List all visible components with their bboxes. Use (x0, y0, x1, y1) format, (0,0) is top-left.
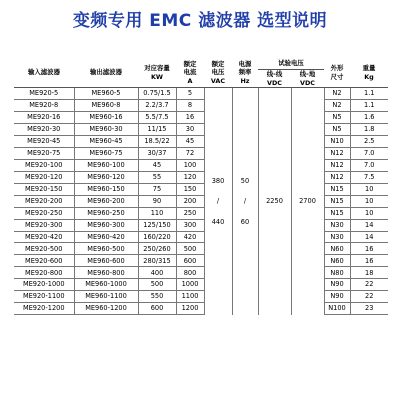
cell-output-filter: ME960-1200 (74, 303, 138, 315)
cell-capacity: 110 (138, 207, 176, 219)
cell-weight: 10 (350, 195, 388, 207)
cell-output-filter: ME960-16 (74, 112, 138, 124)
cell-capacity: 0.75/1.5 (138, 88, 176, 100)
cell-capacity: 550 (138, 291, 176, 303)
cell-input-filter: ME920-500 (14, 243, 74, 255)
cell-shape: N30 (324, 231, 350, 243)
cell-output-filter: ME960-420 (74, 231, 138, 243)
cell-output-filter: ME960-5 (74, 88, 138, 100)
cell-rated-current: 30 (176, 124, 204, 136)
cell-input-filter: ME920-300 (14, 219, 74, 231)
cell-input-filter: ME920-120 (14, 171, 74, 183)
table-row (14, 112, 388, 124)
cell-capacity: 45 (138, 159, 176, 171)
cell-rated-current: 1000 (176, 279, 204, 291)
cell-output-filter: ME960-100 (74, 159, 138, 171)
cell-rated-current: 420 (176, 231, 204, 243)
cell-shape: N12 (324, 147, 350, 159)
frequency-value-bottom: 60 (240, 217, 250, 226)
cell-output-filter: ME960-200 (74, 195, 138, 207)
merged-rated-voltage-cell (204, 88, 232, 315)
cell-shape: N60 (324, 255, 350, 267)
header-frequency (232, 58, 258, 88)
cell-weight: 16 (350, 255, 388, 267)
cell-rated-current: 100 (176, 159, 204, 171)
table-row (14, 267, 388, 279)
header-rated-current-l2: 电流 (183, 68, 197, 77)
header-frequency-unit: Hz (240, 76, 250, 85)
cell-input-filter: ME920-150 (14, 183, 74, 195)
cell-shape: N15 (324, 183, 350, 195)
header-input-filter: 输入滤波器 (14, 58, 74, 88)
header-output-filter: 输出滤波器 (74, 58, 138, 88)
cell-capacity: 250/260 (138, 243, 176, 255)
header-test-line-line (258, 70, 291, 88)
cell-capacity: 55 (138, 171, 176, 183)
cell-weight: 10 (350, 183, 388, 195)
cell-capacity: 500 (138, 279, 176, 291)
cell-weight: 1.1 (350, 88, 388, 100)
cell-input-filter: ME920-800 (14, 267, 74, 279)
cell-weight: 1.8 (350, 124, 388, 136)
cell-shape: N30 (324, 219, 350, 231)
cell-weight: 16 (350, 243, 388, 255)
cell-weight: 1.1 (350, 100, 388, 112)
header-test-voltage: 试验电压 (258, 58, 324, 70)
cell-weight: 18 (350, 267, 388, 279)
cell-input-filter: ME920-5 (14, 88, 74, 100)
table-row (14, 159, 388, 171)
cell-shape: N12 (324, 159, 350, 171)
header-rated-voltage-l2: 电压 (211, 68, 225, 77)
rated-voltage-value-mid: / (216, 197, 220, 206)
cell-weight: 10 (350, 207, 388, 219)
cell-output-filter: ME960-300 (74, 219, 138, 231)
cell-output-filter: ME960-8 (74, 100, 138, 112)
cell-input-filter: ME920-30 (14, 124, 74, 136)
page-title: 变频专用 EMC 滤波器 选型说明 (72, 11, 328, 31)
cell-output-filter: ME960-800 (74, 267, 138, 279)
header-frequency-l2: 频率 (238, 68, 252, 77)
cell-weight: 14 (350, 219, 388, 231)
cell-output-filter: ME960-45 (74, 136, 138, 148)
cell-rated-current: 1200 (176, 303, 204, 315)
cell-capacity: 90 (138, 195, 176, 207)
cell-rated-current: 8 (176, 100, 204, 112)
header-rated-current-l1: 额定 (183, 59, 197, 68)
table-row (14, 243, 388, 255)
cell-capacity: 280/315 (138, 255, 176, 267)
cell-shape: N2 (324, 88, 350, 100)
cell-rated-current: 1100 (176, 291, 204, 303)
cell-weight: 23 (350, 303, 388, 315)
table-row (14, 303, 388, 315)
cell-rated-current: 5 (176, 88, 204, 100)
table-row (14, 124, 388, 136)
header-rated-voltage (204, 58, 232, 88)
filter-spec-table (14, 58, 388, 315)
cell-shape: N60 (324, 243, 350, 255)
cell-shape: N5 (324, 112, 350, 124)
merged-frequency-cell (232, 88, 258, 315)
header-capacity-label: 对应容量 (144, 64, 170, 72)
cell-rated-current: 200 (176, 195, 204, 207)
table-row (14, 207, 388, 219)
cell-input-filter: ME920-1000 (14, 279, 74, 291)
cell-shape: N10 (324, 136, 350, 148)
cell-shape: N100 (324, 303, 350, 315)
cell-weight: 2.5 (350, 136, 388, 148)
cell-input-filter: ME920-600 (14, 255, 74, 267)
table-row (14, 219, 388, 231)
cell-weight: 7.5 (350, 171, 388, 183)
cell-rated-current: 150 (176, 183, 204, 195)
cell-input-filter: ME920-1100 (14, 291, 74, 303)
cell-output-filter: ME960-1000 (74, 279, 138, 291)
merged-test-line-ground-cell: 2700 (291, 88, 324, 315)
cell-input-filter: ME920-420 (14, 231, 74, 243)
cell-capacity: 5.5/7.5 (138, 112, 176, 124)
table-row (14, 147, 388, 159)
cell-input-filter: ME920-8 (14, 100, 74, 112)
cell-shape: N2 (324, 100, 350, 112)
cell-rated-current: 120 (176, 171, 204, 183)
header-test-line-ground-label: 线-地 (299, 70, 316, 78)
table-row (14, 195, 388, 207)
cell-capacity: 600 (138, 303, 176, 315)
cell-input-filter: ME920-250 (14, 207, 74, 219)
header-test-line-ground-unit: VDC (300, 78, 315, 87)
cell-capacity: 30/37 (138, 147, 176, 159)
cell-input-filter: ME920-75 (14, 147, 74, 159)
cell-capacity: 160/220 (138, 231, 176, 243)
cell-input-filter: ME920-45 (14, 136, 74, 148)
cell-capacity: 125/150 (138, 219, 176, 231)
header-capacity-unit: KW (150, 72, 163, 81)
table-row (14, 171, 388, 183)
table-row (14, 183, 388, 195)
table-row (14, 100, 388, 112)
cell-shape: N5 (324, 124, 350, 136)
cell-weight: 7.0 (350, 159, 388, 171)
header-rated-current-unit: A (187, 76, 193, 85)
cell-output-filter: ME960-500 (74, 243, 138, 255)
cell-output-filter: ME960-120 (74, 171, 138, 183)
header-test-line-line-unit: VDC (267, 78, 282, 87)
cell-input-filter: ME920-1200 (14, 303, 74, 315)
cell-output-filter: ME960-75 (74, 147, 138, 159)
cell-output-filter: ME960-30 (74, 124, 138, 136)
cell-shape: N12 (324, 171, 350, 183)
header-weight-unit: Kg (364, 72, 374, 81)
table-row (14, 88, 388, 100)
header-shape-l1: 外形 (330, 64, 344, 72)
frequency-value-mid: / (243, 197, 247, 206)
cell-capacity: 75 (138, 183, 176, 195)
cell-rated-current: 300 (176, 219, 204, 231)
header-shape-l2: 尺寸 (330, 72, 344, 81)
cell-weight: 22 (350, 279, 388, 291)
cell-output-filter: ME960-600 (74, 255, 138, 267)
cell-capacity: 11/15 (138, 124, 176, 136)
cell-input-filter: ME920-100 (14, 159, 74, 171)
header-weight (350, 58, 388, 88)
cell-weight: 7.0 (350, 147, 388, 159)
header-shape (324, 58, 350, 88)
cell-rated-current: 600 (176, 255, 204, 267)
header-rated-voltage-l1: 额定 (211, 59, 225, 68)
cell-shape: N15 (324, 195, 350, 207)
cell-capacity: 2.2/3.7 (138, 100, 176, 112)
header-rated-current (176, 58, 204, 88)
merged-test-line-line-cell: 2250 (258, 88, 291, 315)
header-frequency-l1: 电源 (238, 59, 252, 68)
cell-rated-current: 72 (176, 147, 204, 159)
rated-voltage-value-top: 380 (211, 176, 225, 185)
cell-capacity: 18.5/22 (138, 136, 176, 148)
header-test-line-ground (291, 70, 324, 88)
cell-output-filter: ME960-150 (74, 183, 138, 195)
header-test-line-line-label: 线-线 (266, 70, 283, 78)
header-capacity (138, 58, 176, 88)
cell-output-filter: ME960-250 (74, 207, 138, 219)
cell-capacity: 400 (138, 267, 176, 279)
cell-rated-current: 16 (176, 112, 204, 124)
cell-rated-current: 250 (176, 207, 204, 219)
table-row (14, 255, 388, 267)
rated-voltage-value-bottom: 440 (211, 217, 225, 226)
cell-weight: 22 (350, 291, 388, 303)
table-row (14, 279, 388, 291)
cell-shape: N80 (324, 267, 350, 279)
cell-shape: N90 (324, 291, 350, 303)
cell-shape: N90 (324, 279, 350, 291)
cell-input-filter: ME920-200 (14, 195, 74, 207)
cell-shape: N15 (324, 207, 350, 219)
table-row (14, 231, 388, 243)
table-row (14, 136, 388, 148)
cell-weight: 14 (350, 231, 388, 243)
cell-rated-current: 800 (176, 267, 204, 279)
cell-input-filter: ME920-16 (14, 112, 74, 124)
cell-rated-current: 500 (176, 243, 204, 255)
cell-weight: 1.6 (350, 112, 388, 124)
header-weight-label: 重量 (362, 64, 376, 72)
table-row (14, 291, 388, 303)
cell-output-filter: ME960-1100 (74, 291, 138, 303)
frequency-value-top: 50 (240, 176, 250, 185)
header-rated-voltage-unit: VAC (210, 76, 226, 85)
cell-rated-current: 45 (176, 136, 204, 148)
